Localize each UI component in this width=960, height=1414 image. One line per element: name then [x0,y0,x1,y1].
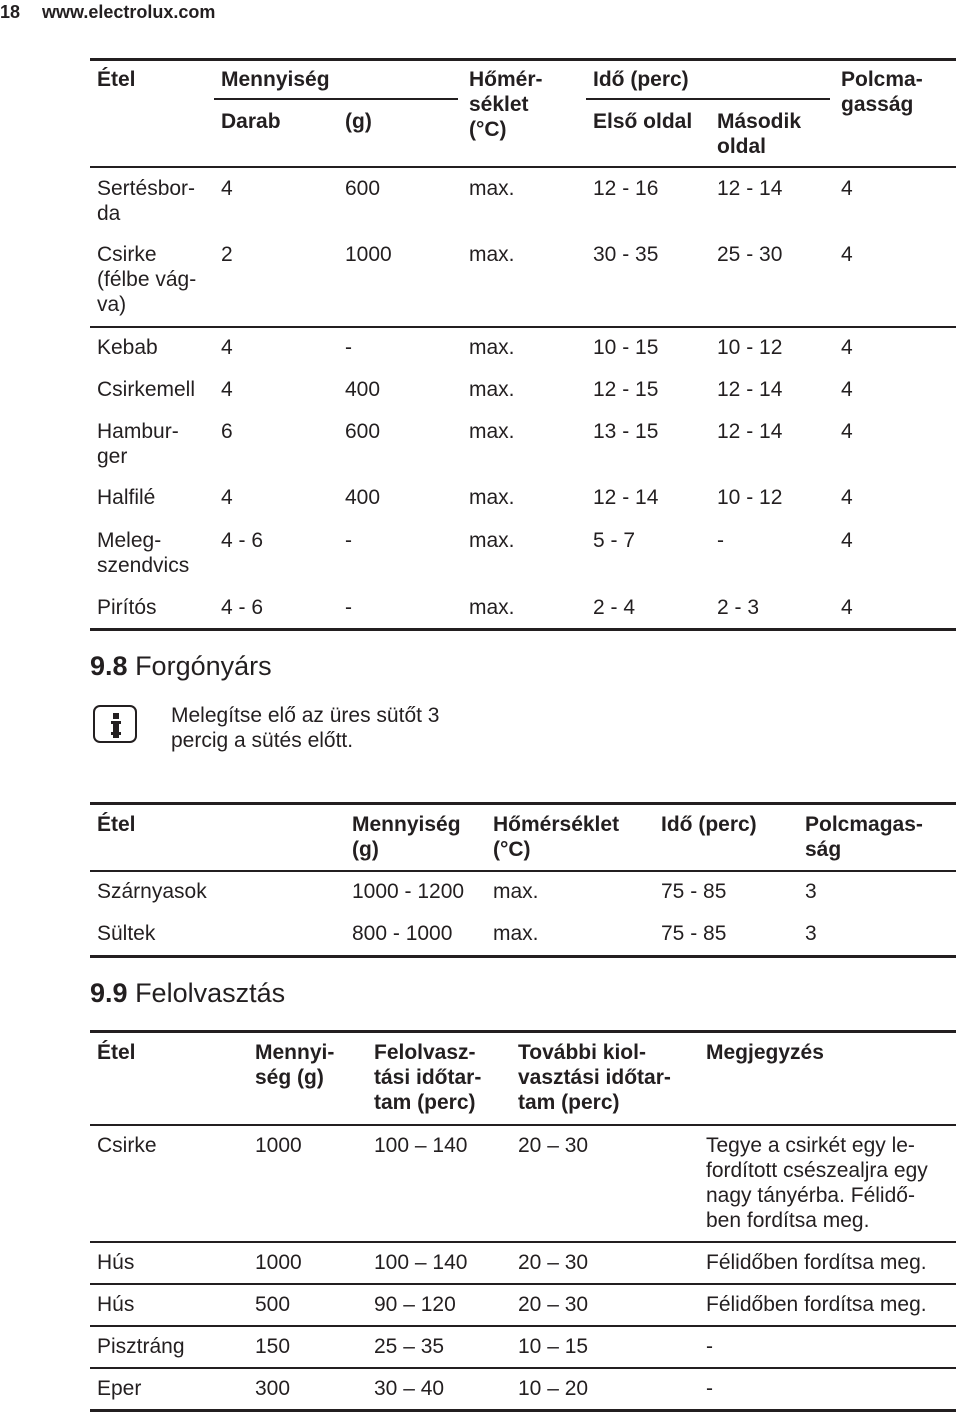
cell-food: Csirke (félbe vág- va) [97,243,197,316]
cell-food: Sertésbor- da [97,177,196,225]
cell-quantity: 300 [255,1377,291,1400]
header-defrost-time: Felolvasz- tási időtar- tam (perc) [374,1041,482,1114]
cell-quantity: 500 [255,1293,291,1316]
cell-food: Pirítós [97,596,157,619]
cell-quantity: 800 - 1000 [352,922,453,945]
cell-pieces: 4 - 6 [221,596,264,619]
cell-second-side: 12 - 14 [717,177,783,200]
header-quantity: Mennyiség [221,68,330,91]
cell-comment: - [706,1377,713,1400]
table-top-rule [90,58,956,61]
cell-pieces: 4 [221,177,233,200]
cell-quantity: 1000 [255,1134,302,1157]
section-number: 9.8 [90,651,128,681]
table-top-rule [90,802,956,805]
section-number: 9.9 [90,978,128,1008]
cell-additional-time: 10 – 15 [518,1335,589,1358]
cell-shelf: 4 [841,177,853,200]
page-number: 18 [0,2,21,22]
cell-additional-time: 20 – 30 [518,1134,589,1157]
cell-second-side: 12 - 14 [717,420,783,443]
cell-first-side: 12 - 15 [593,378,659,401]
cell-first-side: 12 - 16 [593,177,659,200]
cell-shelf: 4 [841,486,853,509]
cell-second-side: 25 - 30 [717,243,783,266]
cell-additional-time: 20 – 30 [518,1293,589,1316]
cell-defrost-time: 100 – 140 [374,1134,468,1157]
cell-pieces: 2 [221,243,233,266]
cell-first-side: 12 - 14 [593,486,659,509]
cell-time: 75 - 85 [661,922,727,945]
cell-food: Hambur- ger [97,420,179,468]
cell-comment: Félidőben fordítsa meg. [706,1293,927,1316]
section-title: Felolvasztás [135,978,286,1008]
cell-shelf: 3 [805,922,817,945]
header-food: Étel [97,1041,136,1064]
table-top-rule [90,1030,956,1033]
table-bottom-rule [90,628,956,631]
cell-food: Hús [97,1293,135,1316]
header-quantity: Mennyi- ség (g) [255,1041,335,1089]
cell-quantity: 1000 [255,1251,302,1274]
cell-pieces: 4 [221,486,233,509]
cell-shelf: 4 [841,596,853,619]
cell-food: Pisztráng [97,1335,185,1358]
header-first-side: Első oldal [593,110,693,133]
cell-food: Csirkemell [97,378,196,401]
cell-grams: 400 [345,378,381,401]
row-rule [90,1283,956,1285]
cell-food: Sültek [97,922,156,945]
cell-second-side: 2 - 3 [717,596,760,619]
row-rule [90,326,956,328]
header-time: Idő (perc) [593,68,689,91]
header-second-side: Második oldal [717,110,802,158]
cell-quantity: 150 [255,1335,291,1358]
header-temperature: Hőmér- séklet (°C) [469,68,543,141]
header-food: Étel [97,68,136,91]
table-bottom-rule [90,955,956,958]
header-shelf: Polcma- gasság [841,68,923,116]
cell-defrost-time: 25 – 35 [374,1335,445,1358]
time-subrule [586,98,830,100]
cell-second-side: 10 - 12 [717,486,783,509]
cell-first-side: 10 - 15 [593,336,659,359]
cell-grams: 600 [345,420,381,443]
header-rule [90,1124,956,1126]
header-rule [90,166,956,168]
cell-defrost-time: 30 – 40 [374,1377,445,1400]
cell-temperature: max. [493,880,539,903]
cell-shelf: 4 [841,529,853,552]
cell-temperature: max. [469,378,515,401]
cell-pieces: 4 - 6 [221,529,264,552]
header-time: Idő (perc) [661,813,757,836]
header-temperature: Hőmérséklet (°C) [493,813,620,861]
website-link[interactable]: www.electrolux.com [42,2,216,22]
cell-comment: Félidőben fordítsa meg. [706,1251,927,1274]
row-rule [90,1325,956,1327]
page-header [0,0,400,25]
cell-second-side: 12 - 14 [717,378,783,401]
cell-food: Szárnyasok [97,880,207,903]
table-bottom-rule [90,1409,956,1412]
cell-second-side: - [717,529,724,552]
cell-comment: Tegye a csirkét egy le- fordított csészealjra egy nagy tányérba. Félidő- ben fordítsa meg. [706,1134,928,1232]
header-shelf: Polcmagas- ság [805,813,923,861]
cell-shelf: 4 [841,378,853,401]
quantity-subrule [214,98,458,100]
section-heading-defrost [90,977,285,1009]
cell-time: 75 - 85 [661,880,727,903]
cell-temperature: max. [469,596,515,619]
cell-shelf: 3 [805,880,817,903]
cell-first-side: 2 - 4 [593,596,636,619]
cell-food: Meleg- szendvics [97,529,190,577]
header-pieces: Darab [221,110,281,133]
row-rule [90,1367,956,1369]
cell-shelf: 4 [841,243,853,266]
cell-grams: 1000 [345,243,392,266]
cell-grams: - [345,596,352,619]
cell-grams: 600 [345,177,381,200]
cell-food: Halfilé [97,486,156,509]
cell-first-side: 30 - 35 [593,243,659,266]
info-icon [93,705,137,743]
cell-shelf: 4 [841,336,853,359]
info-note: Melegítse elő az üres sütőt 3 percig a sütés előtt. [171,704,440,752]
header-grams: (g) [345,110,372,133]
cell-defrost-time: 90 – 120 [374,1293,456,1316]
cell-temperature: max. [469,336,515,359]
cell-additional-time: 10 – 20 [518,1377,589,1400]
header-comment: Megjegyzés [706,1041,824,1064]
row-rule [90,1241,956,1243]
cell-shelf: 4 [841,420,853,443]
header-additional-time: További kiol- vasztási időtar- tam (perc) [518,1041,671,1114]
header-quantity: Mennyiség (g) [352,813,461,861]
cell-grams: - [345,336,352,359]
cell-additional-time: 20 – 30 [518,1251,589,1274]
cell-food: Eper [97,1377,142,1400]
cell-temperature: max. [469,243,515,266]
cell-grams: 400 [345,486,381,509]
cell-temperature: max. [493,922,539,945]
cell-pieces: 6 [221,420,233,443]
cell-temperature: max. [469,420,515,443]
cell-temperature: max. [469,177,515,200]
header-food: Étel [97,813,136,836]
cell-temperature: max. [469,486,515,509]
cell-pieces: 4 [221,378,233,401]
cell-comment: - [706,1335,713,1358]
cell-food: Hús [97,1251,135,1274]
cell-quantity: 1000 - 1200 [352,880,465,903]
cell-second-side: 10 - 12 [717,336,783,359]
header-rule [90,870,956,872]
cell-temperature: max. [469,529,515,552]
section-heading-rotisserie [90,650,272,682]
cell-defrost-time: 100 – 140 [374,1251,468,1274]
section-title: Forgónyárs [135,651,272,681]
cell-first-side: 5 - 7 [593,529,636,552]
cell-food: Kebab [97,336,158,359]
cell-first-side: 13 - 15 [593,420,659,443]
cell-pieces: 4 [221,336,233,359]
cell-food: Csirke [97,1134,157,1157]
cell-grams: - [345,529,352,552]
